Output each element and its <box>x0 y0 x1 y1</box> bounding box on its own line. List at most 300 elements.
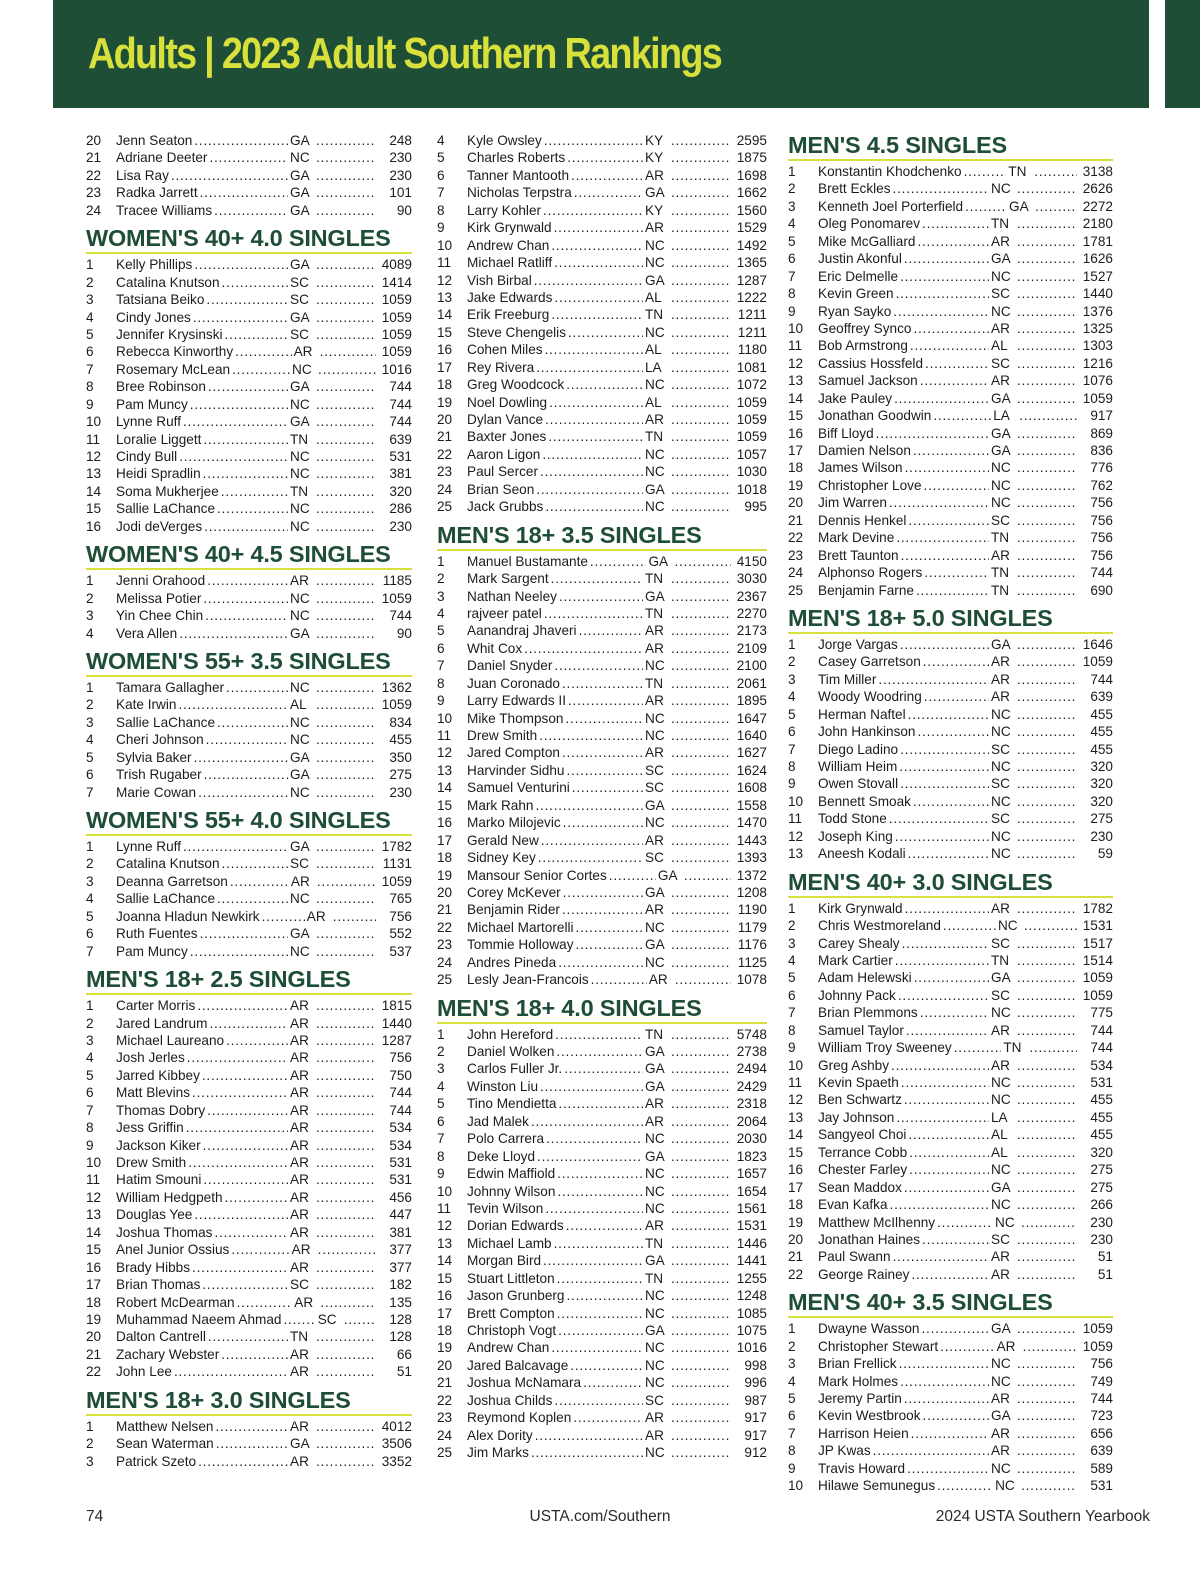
ranking-row <box>788 917 1113 934</box>
rank-number: 2 <box>437 571 445 587</box>
dot-leader <box>183 838 288 855</box>
state-code: NC <box>991 1092 1011 1108</box>
dot-leader <box>214 1224 288 1241</box>
dot-leader <box>217 890 288 907</box>
dot-leader <box>1017 1248 1077 1265</box>
points-value: 381 <box>389 1224 412 1240</box>
player-name: Winston Liu <box>467 1078 539 1094</box>
dot-leader <box>671 640 731 657</box>
dot-leader <box>178 696 288 713</box>
ranking-row <box>86 448 412 465</box>
dot-leader <box>208 1328 288 1345</box>
state-code: GA <box>290 202 310 218</box>
ranking-row <box>437 832 767 849</box>
player-name: Stuart Littleton <box>467 1270 555 1286</box>
ranking-row <box>788 1373 1113 1390</box>
state-code: AR <box>290 1120 309 1136</box>
dot-leader <box>671 254 731 271</box>
ranking-row <box>788 1126 1113 1143</box>
player-name: Greg Woodcock <box>467 377 565 393</box>
dot-leader <box>316 679 376 696</box>
points-value: 455 <box>389 732 412 748</box>
dot-leader <box>671 884 731 901</box>
rank-number: 19 <box>437 394 453 410</box>
ranking-row <box>788 425 1113 442</box>
dot-leader <box>1017 477 1077 494</box>
dot-leader <box>671 1200 731 1217</box>
ranking-row <box>437 727 767 744</box>
dot-leader <box>1017 1022 1077 1039</box>
player-name: Alphonso Rogers <box>818 565 923 581</box>
rank-number: 25 <box>437 1445 453 1461</box>
dot-leader <box>937 1214 993 1231</box>
ranking-row <box>86 309 412 326</box>
points-value: 182 <box>389 1277 412 1293</box>
player-name: Pam Muncy <box>116 943 188 959</box>
state-code: NC <box>645 255 665 271</box>
player-name: Mike McGalliard <box>818 233 916 249</box>
dot-leader <box>1023 1338 1077 1355</box>
player-name: Jennifer Krysinski <box>116 326 223 342</box>
points-value: 377 <box>389 1242 412 1258</box>
state-code: NC <box>991 1356 1011 1372</box>
dot-leader <box>901 1074 989 1091</box>
dot-leader <box>545 341 643 358</box>
state-code: TN <box>991 216 1010 232</box>
ranking-row <box>788 723 1113 740</box>
ranking-section <box>788 132 1113 599</box>
ranking-row <box>788 1231 1113 1248</box>
dot-leader <box>674 553 731 570</box>
dot-leader <box>671 1287 731 1304</box>
ranking-list <box>86 838 412 960</box>
rank-number: 6 <box>86 1085 94 1101</box>
rank-number: 14 <box>437 307 453 323</box>
rank-number: 20 <box>437 884 453 900</box>
points-value: 744 <box>389 414 412 430</box>
dot-leader <box>671 324 731 341</box>
dot-leader <box>1017 285 1077 302</box>
points-value: 1365 <box>736 255 767 271</box>
points-value: 1782 <box>381 839 412 854</box>
dot-leader <box>316 1032 376 1049</box>
dot-leader <box>671 1339 731 1356</box>
state-code: TN <box>290 483 309 499</box>
ranking-row <box>437 498 767 515</box>
player-name: Rey Rivera <box>467 359 535 375</box>
player-name: Christopher Love <box>818 477 922 493</box>
dot-leader <box>900 1373 989 1390</box>
state-code: GA <box>991 970 1011 986</box>
dot-leader <box>1021 1477 1077 1494</box>
ranking-row <box>86 465 412 482</box>
points-value: 1698 <box>736 167 767 183</box>
dot-leader <box>551 237 643 254</box>
rank-number: 6 <box>437 1113 445 1129</box>
state-code: NC <box>645 1375 665 1391</box>
player-name: Sallie LaChance <box>116 501 215 517</box>
dot-leader <box>545 1200 643 1217</box>
state-code: GA <box>645 797 665 813</box>
player-name: Adam Helewski <box>818 970 912 986</box>
points-value: 1059 <box>381 326 412 342</box>
state-code: AR <box>991 1249 1010 1265</box>
dot-leader <box>1017 1144 1077 1161</box>
points-value: 1018 <box>736 481 767 497</box>
dot-leader <box>964 163 1007 180</box>
rank-number: 2 <box>86 590 94 606</box>
ranking-row <box>437 1427 767 1444</box>
dot-leader <box>318 361 376 378</box>
dot-leader <box>316 132 376 149</box>
rank-number: 5 <box>437 1096 445 1112</box>
points-value: 744 <box>389 1102 412 1118</box>
rank-number: 17 <box>86 1277 102 1293</box>
rank-number: 22 <box>86 1364 102 1380</box>
state-code: GA <box>991 251 1011 267</box>
points-value: 756 <box>389 1050 412 1066</box>
dot-leader <box>198 784 288 801</box>
dot-leader <box>898 987 989 1004</box>
dot-leader <box>1017 1004 1077 1021</box>
ranking-row <box>437 149 767 166</box>
player-name: Mark Cartier <box>818 952 893 968</box>
ranking-row <box>437 640 767 657</box>
state-code: GA <box>645 481 665 497</box>
dot-leader <box>262 908 305 925</box>
player-name: Lisa Ray <box>116 167 169 183</box>
ranking-row <box>788 198 1113 215</box>
rank-number: 2 <box>86 697 94 713</box>
player-name: Herman Naftel <box>818 706 906 722</box>
rank-number: 6 <box>86 926 94 942</box>
ranking-row <box>86 274 412 291</box>
state-code: AR <box>991 671 1010 687</box>
rank-number: 11 <box>788 338 803 354</box>
dot-leader <box>916 582 989 599</box>
ranking-row <box>788 547 1113 564</box>
state-code: NC <box>645 1183 665 1199</box>
player-name: Paul Swann <box>818 1249 891 1265</box>
state-code: AR <box>645 1410 664 1426</box>
ranking-row <box>788 1355 1113 1372</box>
player-name: Kevin Westbrook <box>818 1408 921 1424</box>
state-code: GA <box>645 1061 665 1077</box>
state-code: GA <box>290 749 310 765</box>
points-value: 756 <box>1090 512 1113 528</box>
dot-leader <box>671 1113 731 1130</box>
dot-leader <box>316 890 376 907</box>
dot-leader <box>671 1427 731 1444</box>
dot-leader <box>671 1026 731 1043</box>
state-code: GA <box>991 425 1011 441</box>
points-value: 552 <box>389 926 412 942</box>
dot-leader <box>1017 1091 1077 1108</box>
dot-leader <box>900 636 989 653</box>
points-value: 1059 <box>1082 390 1113 406</box>
rank-number: 9 <box>437 693 445 709</box>
player-name: Rebecca Kinworthy <box>116 344 234 360</box>
ranking-row <box>437 1322 767 1339</box>
dot-leader <box>316 1453 376 1470</box>
player-name: Lynne Ruff <box>116 839 181 854</box>
ranking-row <box>437 553 767 570</box>
rank-number: 1 <box>86 1418 94 1434</box>
state-code: SC <box>991 741 1010 757</box>
rank-number: 12 <box>788 1092 804 1108</box>
dot-leader <box>316 590 376 607</box>
state-code: NC <box>290 466 310 482</box>
dot-leader <box>671 1252 731 1269</box>
dot-leader <box>908 845 989 862</box>
ranking-row <box>437 1287 767 1304</box>
footer-url[interactable]: USTA.com/Southern <box>529 1508 671 1525</box>
rank-number: 9 <box>788 1460 796 1476</box>
state-code: NC <box>991 706 1011 722</box>
dot-leader <box>576 919 643 936</box>
rank-number: 2 <box>788 181 796 197</box>
state-code: AR <box>991 233 1010 249</box>
rank-number: 15 <box>437 1270 453 1286</box>
ranking-row <box>788 900 1113 917</box>
state-code: AR <box>290 873 310 889</box>
dot-leader <box>571 167 643 184</box>
ranking-row <box>788 512 1113 529</box>
dot-leader <box>671 622 731 639</box>
rank-number: 1 <box>86 257 94 273</box>
state-code: SC <box>991 512 1010 528</box>
state-code: SC <box>991 1231 1010 1247</box>
ranking-row <box>788 706 1113 723</box>
dot-leader <box>215 1418 288 1435</box>
dot-leader <box>568 692 643 709</box>
ranking-row <box>788 935 1113 952</box>
state-code: NC <box>645 728 665 743</box>
dot-leader <box>671 428 731 445</box>
state-code: SC <box>991 355 1010 371</box>
state-code: SC <box>290 856 309 872</box>
points-value: 534 <box>389 1137 412 1153</box>
ranking-row <box>86 396 412 413</box>
dot-leader <box>225 326 288 343</box>
state-code: AR <box>290 1137 309 1153</box>
state-code: NC <box>645 1305 665 1321</box>
dot-leader <box>876 425 989 442</box>
rank-number: 22 <box>788 1266 804 1282</box>
page-footer <box>0 1508 1200 1532</box>
dot-leader <box>316 1015 376 1032</box>
dot-leader <box>924 564 989 581</box>
rank-number: 2 <box>86 274 94 290</box>
points-value: 756 <box>389 908 412 924</box>
rank-number: 10 <box>788 320 804 336</box>
ranking-row <box>788 1266 1113 1283</box>
dot-leader <box>1017 337 1077 354</box>
state-code: AR <box>290 1207 309 1223</box>
player-name: Kelly Phillips <box>116 257 193 273</box>
rank-number: 12 <box>437 272 453 288</box>
player-name: Kirk Grynwald <box>467 220 552 236</box>
player-name: Michael Martorelli <box>467 919 574 935</box>
ranking-row <box>86 784 412 801</box>
points-value: 1325 <box>1082 320 1113 336</box>
state-code: TN <box>645 307 664 323</box>
state-code: NC <box>645 446 665 462</box>
ranking-row <box>86 890 412 907</box>
state-code: KY <box>645 133 664 148</box>
dot-leader <box>524 640 643 657</box>
player-name: Tevin Wilson <box>467 1200 544 1216</box>
ranking-row <box>86 1346 412 1363</box>
player-name: Noel Dowling <box>467 394 548 410</box>
rank-number: 6 <box>788 251 796 267</box>
dot-leader <box>896 285 989 302</box>
dot-leader <box>320 343 376 360</box>
points-value: 1059 <box>381 590 412 606</box>
dot-leader <box>316 625 376 642</box>
points-value: 1823 <box>736 1148 767 1164</box>
state-code: GA <box>645 185 665 201</box>
points-value: 1627 <box>736 745 767 761</box>
player-name: Sidney Key <box>467 850 536 866</box>
player-name: Dalton Cantrell <box>116 1329 206 1345</box>
dot-leader <box>671 936 731 953</box>
dot-leader <box>1017 180 1077 197</box>
dot-leader <box>544 132 643 149</box>
dot-leader <box>209 1015 288 1032</box>
ranking-section <box>788 605 1113 863</box>
rank-number: 24 <box>788 565 804 581</box>
rank-number: 5 <box>437 150 445 166</box>
points-value: 1443 <box>736 832 767 848</box>
state-code: GA <box>645 937 665 953</box>
points-value: 455 <box>1090 1127 1113 1143</box>
ranking-row <box>788 407 1113 424</box>
ranking-row <box>437 463 767 480</box>
rank-number: 21 <box>788 1249 804 1265</box>
points-value: 230 <box>389 150 412 166</box>
ranking-row <box>86 749 412 766</box>
ranking-list <box>86 572 412 642</box>
player-name: Dwayne Wasson <box>818 1321 920 1337</box>
state-code: NC <box>991 495 1011 511</box>
player-name: Jeremy Partin <box>818 1391 902 1406</box>
ranking-row <box>788 1338 1113 1355</box>
rank-number: 7 <box>788 1005 796 1021</box>
points-value: 995 <box>744 499 767 515</box>
points-value: 2367 <box>736 588 767 604</box>
rank-number: 8 <box>437 1148 445 1164</box>
rank-number: 2 <box>437 1044 445 1059</box>
player-name: Tatsiana Beiko <box>116 292 205 308</box>
state-code: SC <box>317 1311 337 1327</box>
banner-bar-edge <box>1165 0 1200 108</box>
dot-leader <box>316 838 376 855</box>
player-name: Samuel Venturini <box>467 780 570 796</box>
dot-leader <box>197 997 288 1014</box>
state-code: AR <box>290 1346 309 1362</box>
dot-leader <box>333 908 376 925</box>
rank-number: 16 <box>437 342 453 358</box>
dot-leader <box>554 1392 643 1409</box>
state-code: AR <box>290 1032 309 1048</box>
player-name: Drew Smith <box>116 1155 187 1170</box>
dot-leader <box>671 657 731 674</box>
rank-number: 17 <box>788 1179 804 1195</box>
ranking-row <box>788 529 1113 546</box>
points-value: 51 <box>1097 1266 1113 1282</box>
state-code: GA <box>991 1321 1011 1337</box>
player-name: Harvinder Sidhu <box>467 762 565 778</box>
dot-leader <box>671 1165 731 1182</box>
state-code: GA <box>290 185 310 201</box>
ranking-row <box>437 324 767 341</box>
state-code: AR <box>306 908 326 924</box>
dot-leader <box>316 448 376 465</box>
points-value: 1125 <box>737 954 767 970</box>
dot-leader <box>1017 1196 1077 1213</box>
points-value: 447 <box>389 1207 412 1223</box>
dot-leader <box>671 919 731 936</box>
player-name: Oleg Ponomarev <box>818 216 921 232</box>
points-value: 275 <box>1090 1179 1113 1195</box>
points-value: 2100 <box>736 658 767 674</box>
points-value: 1075 <box>736 1323 767 1338</box>
dot-leader <box>1017 828 1077 845</box>
rank-number: 17 <box>437 1305 453 1321</box>
state-code: NC <box>991 1460 1011 1476</box>
dot-leader <box>904 1091 989 1108</box>
dot-leader <box>1017 425 1077 442</box>
player-name: Manuel Bustamante <box>467 553 588 569</box>
state-code: GA <box>645 1044 665 1059</box>
player-name: Eric Delmelle <box>818 268 899 284</box>
dot-leader <box>1017 355 1077 372</box>
rank-number: 10 <box>788 793 804 809</box>
ranking-row <box>437 1252 767 1269</box>
points-value: 2173 <box>736 623 767 639</box>
ranking-row <box>437 1339 767 1356</box>
dot-leader <box>194 256 288 273</box>
rank-number: 3 <box>86 714 94 730</box>
points-value: 381 <box>389 466 412 482</box>
dot-leader <box>539 727 643 744</box>
points-value: 639 <box>1090 689 1113 705</box>
dot-leader <box>316 274 376 291</box>
dot-leader <box>316 1189 376 1206</box>
dot-leader <box>1017 935 1077 952</box>
rank-number: 2 <box>86 856 94 872</box>
ranking-row <box>788 688 1113 705</box>
points-value: 1030 <box>736 464 767 480</box>
dot-leader <box>1017 952 1077 969</box>
dot-leader <box>222 855 288 872</box>
ranking-row <box>788 1196 1113 1213</box>
rank-number: 21 <box>86 1346 102 1362</box>
player-name: Jason Grunberg <box>467 1288 565 1304</box>
ranking-row <box>788 653 1113 670</box>
state-code: NC <box>290 679 310 695</box>
points-value: 1076 <box>1082 373 1113 389</box>
rank-number: 1 <box>788 164 796 179</box>
points-value: 750 <box>389 1067 412 1083</box>
player-name: Kevin Green <box>818 286 894 302</box>
player-name: Ryan Sayko <box>818 303 892 319</box>
ranking-list <box>788 636 1113 863</box>
player-name: Patrick Szeto <box>116 1453 197 1469</box>
dot-leader <box>316 413 376 430</box>
dot-leader <box>671 394 731 411</box>
